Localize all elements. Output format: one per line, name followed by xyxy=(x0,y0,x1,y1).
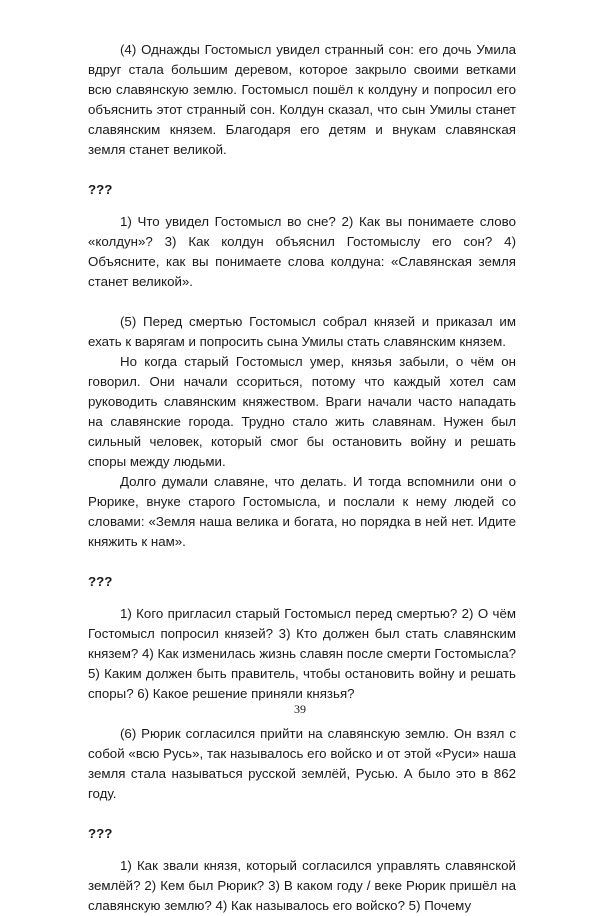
spacer xyxy=(88,552,516,572)
section-5-paragraph-2: Но когда старый Гостомысл умер, князья забыли, о чём он говорил. Они начали ссориться, потому что каждый хотел сам руководить славянским княжеством. Враги начали часто нападать на славянские города. Трудно стало жить славянам. Нужен был сильный человек, который смог бы остановить войну и решать споры между людьми. xyxy=(88,354,516,469)
questions-1-text: 1) Что увидел Гостомысл во сне? 2) Как вы понимаете слово «колдун»? 3) Как колдун объяснил Гостомыслу его сон? 4) Объясните, как вы понимаете слова колдуна: «Славянская земля станет великой». xyxy=(88,214,516,289)
spacer xyxy=(88,160,516,180)
section-5-paragraph-1: (5) Перед смертью Гостомысл собрал князей и приказал им ехать к варягам и попросить сына Умилы стать славянским князем. xyxy=(88,314,516,349)
questions-2-text: 1) Кого пригласил старый Гостомысл перед смертью? 2) О чём Гостомысл попросил князей? 3) Кто должен был стать славянским князем? 4) Как изменилась жизнь славян после смерти Гостомысла? 5) Каким должен быть правитель, чтобы остановить войну и решать споры? 6) Какое решение приняли князья? xyxy=(88,606,516,701)
spacer xyxy=(88,292,516,312)
spacer xyxy=(88,804,516,824)
spacer xyxy=(88,592,516,604)
questions-marker: ??? xyxy=(88,826,113,841)
spacer xyxy=(88,844,516,856)
questions-marker: ??? xyxy=(88,574,113,589)
questions-marker: ??? xyxy=(88,182,113,197)
page-body xyxy=(88,40,516,916)
questions-3-text: 1) Как звали князя, который согласился управлять славянской землёй? 2) Кем был Рюрик? 3) В каком году / веке Рюрик пришёл на славянскую землю? 4) Как называлось его войско? 5) Почему xyxy=(88,858,516,913)
section-6-paragraph: (6) Рюрик согласился прийти на славянскую землю. Он взял с собой «всю Русь», так называлось его войско и от этой «Руси» наша земля стала называться русской землёй, Русью. А было это в 862 году. xyxy=(88,726,516,801)
page-number: 39 xyxy=(294,702,306,716)
section-4-paragraph: (4) Однажды Гостомысл увидел странный сон: его дочь Умила вдруг стала большим деревом, которое закрыло своими ветками всю славянскую землю. Гостомысл пошёл к колдуну и попросил его объяснить этот странный сон. Колдун сказал, что сын Умилы станет славянским князем. Благодаря его детям и внукам славянская земля станет великой. xyxy=(88,42,516,157)
section-5-paragraph-3: Долго думали славяне, что делать. И тогда вспомнили они о Рюрике, внуке старого Гостомысла, и послали к нему людей со словами: «Земля наша велика и богата, но порядка в ней нет. Идите княжить к нам». xyxy=(88,474,516,549)
spacer xyxy=(88,200,516,212)
